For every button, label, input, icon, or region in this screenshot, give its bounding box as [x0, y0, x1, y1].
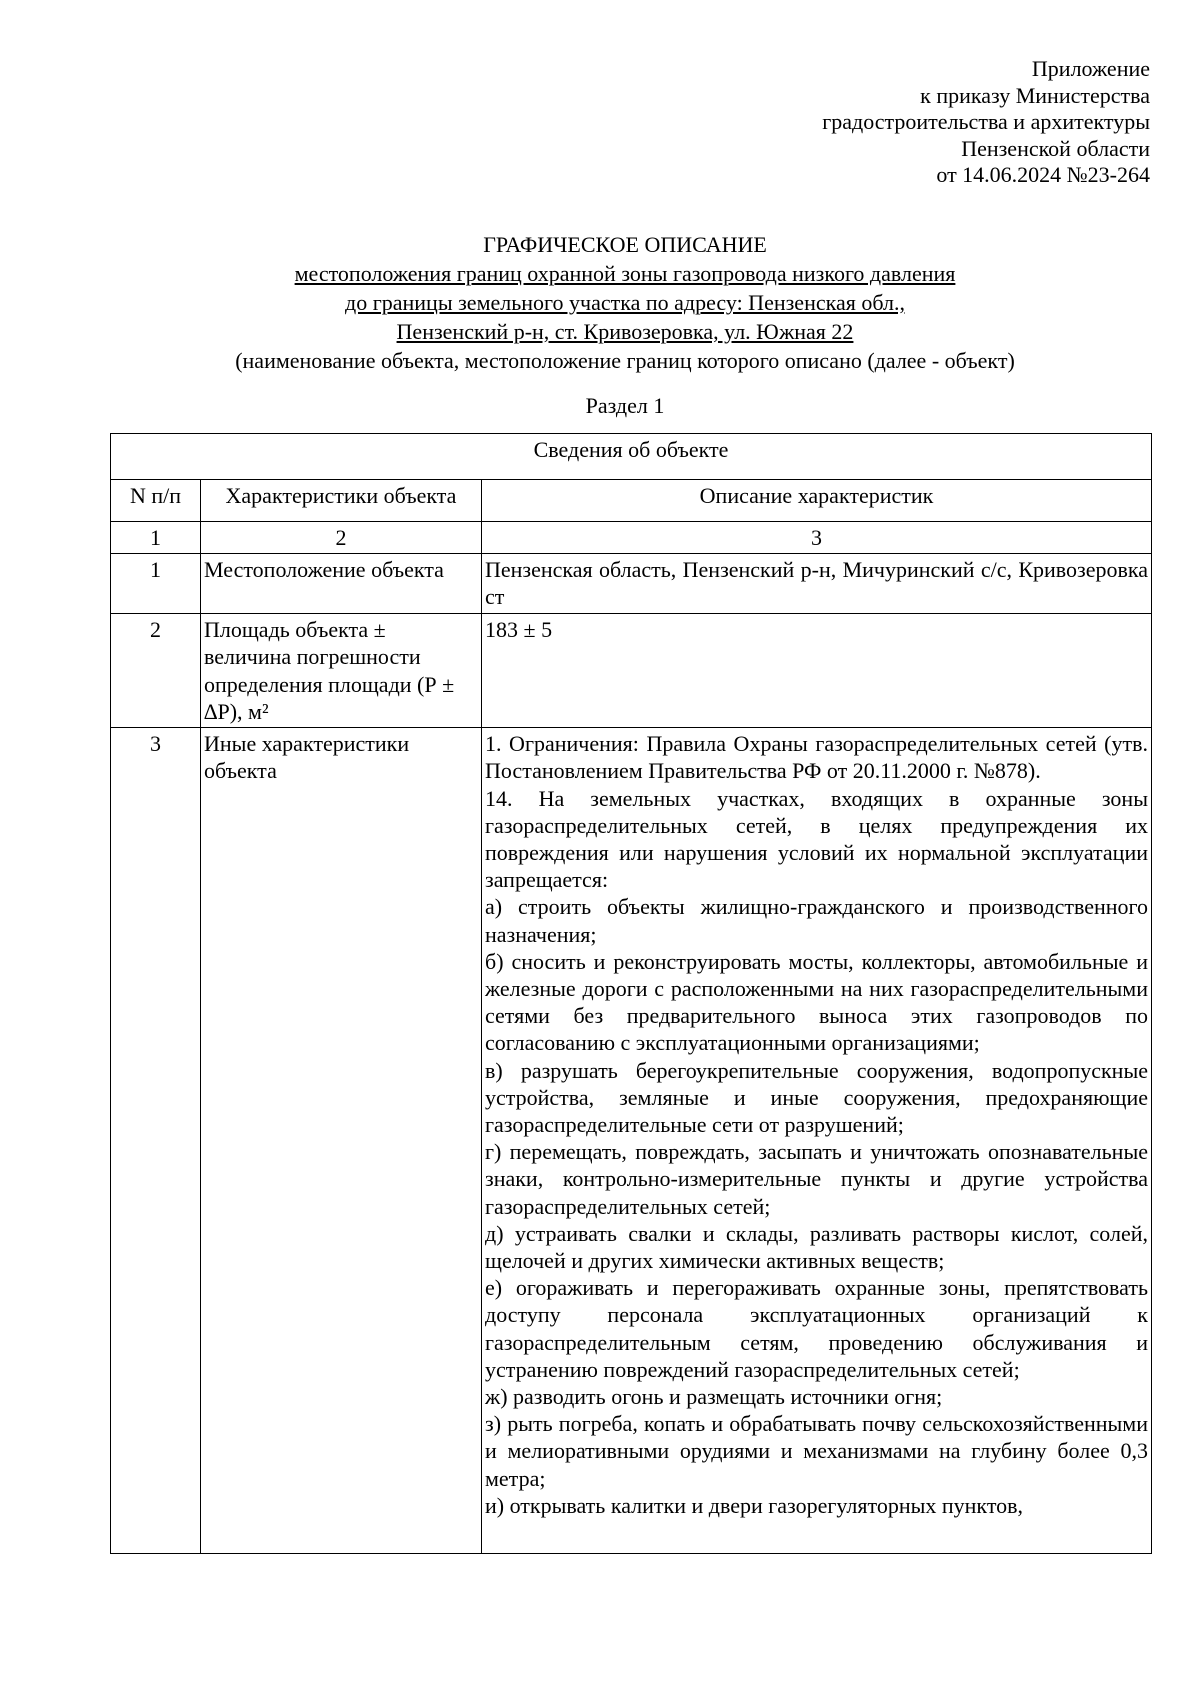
column-header-number: N п/п	[111, 480, 201, 522]
object-name-line: местоположения границ охранной зоны газопровода низкого давления	[294, 261, 956, 286]
table-title: Сведения об объекте	[111, 434, 1152, 480]
table-row	[111, 728, 1152, 1554]
description-paragraph: 14. На земельных участках, входящих в охранные зоны газораспределительных сетей, в целях предупреждения их повреждения или нарушения условий их нормальной эксплуатации запрещается:	[485, 785, 1148, 893]
row-description	[482, 554, 1152, 614]
column-number-cell: 3	[482, 522, 1152, 554]
table-row	[111, 554, 1152, 614]
description-paragraph: е) огораживать и перегораживать охранные зоны, препятствовать доступу персонала эксплуатационных организаций к газораспределительным сетям, проведению обслуживания и устранению повреждений газораспределительных сетей;	[485, 1275, 1148, 1382]
annex-date-number: от 14.06.2024 №23-264	[936, 162, 1150, 187]
annex-line: Приложение	[1031, 56, 1150, 81]
row-description	[482, 728, 1152, 1554]
column-header-description: Описание характеристик	[482, 480, 1152, 522]
object-name-line: Пензенский р-н, ст. Кривозеровка, ул. Южная 22	[396, 319, 854, 344]
row-description	[482, 614, 1152, 728]
annex-line: Пензенской области	[961, 135, 1150, 161]
description-paragraph: 183 ± 5	[485, 617, 553, 643]
column-number-cell: 1	[111, 522, 201, 554]
row-number: 1	[111, 554, 201, 614]
row-number: 3	[111, 728, 201, 1554]
document-title: ГРАФИЧЕСКОЕ ОПИСАНИЕ	[483, 232, 767, 257]
object-name-line: до границы земельного участка по адресу: Пензенская обл.,	[345, 290, 905, 315]
annex-line: к приказу Министерства	[920, 82, 1150, 108]
object-info-table	[110, 433, 1152, 1554]
column-number-cell: 2	[201, 522, 482, 554]
section-label: Раздел 1	[585, 393, 665, 418]
description-paragraph: Пензенская область, Пензенский р-н, Мичуринский с/с, Кривозеровка ст	[485, 557, 1148, 610]
document-heading	[110, 230, 1140, 375]
annex-block	[550, 56, 1150, 189]
description-paragraph: 1. Ограничения: Правила Охраны газораспределительных сетей (утв. Постановлением Правительства РФ от 20.11.2000 г. №878).	[485, 731, 1148, 784]
description-paragraph: и) открывать калитки и двери газорегуляторных пунктов,	[485, 1492, 1024, 1518]
row-characteristic: Местоположение объекта	[201, 554, 482, 614]
description-paragraph: ж) разводить огонь и размещать источники огня;	[485, 1384, 943, 1410]
annex-line: градостроительства и архитектуры	[822, 109, 1150, 134]
description-paragraph: а) строить объекты жилищно-гражданского и производственного назначения;	[485, 894, 1148, 947]
column-header-characteristic: Характеристики объекта	[201, 480, 482, 522]
description-paragraph: з) рыть погреба, копать и обрабатывать почву сельскохозяйственными и мелиоративными орудиями и механизмами на глубину более 0,3 метра;	[485, 1411, 1148, 1491]
description-paragraph: б) сносить и реконструировать мосты, коллекторы, автомобильные и железные дороги с расположенными на них газораспределительными сетями без предварительного выноса этих газопроводов по согласованию с эксплуатационными организациями;	[485, 948, 1148, 1056]
row-characteristic: Площадь объекта ± величина погрешности определения площади (Р ± ∆Р), м²	[201, 614, 482, 728]
table-row	[111, 614, 1152, 728]
object-name-caption: (наименование объекта, местоположение границ которого описано (далее - объект)	[235, 348, 1015, 373]
description-paragraph: г) перемещать, повреждать, засыпать и уничтожать опознавательные знаки, контрольно-измерительные пункты и другие устройства газораспределительных сетей;	[485, 1139, 1148, 1219]
row-number: 2	[111, 614, 201, 728]
row-characteristic: Иные характеристики объекта	[201, 728, 482, 1554]
description-paragraph: д) устраивать свалки и склады, разливать растворы кислот, солей, щелочей и других химически активных веществ;	[485, 1220, 1148, 1274]
description-paragraph: в) разрушать берегоукрепительные сооружения, водопропускные устройства, земляные и иные сооружения, предохраняющие газораспределительные сети от разрушений;	[485, 1057, 1148, 1138]
